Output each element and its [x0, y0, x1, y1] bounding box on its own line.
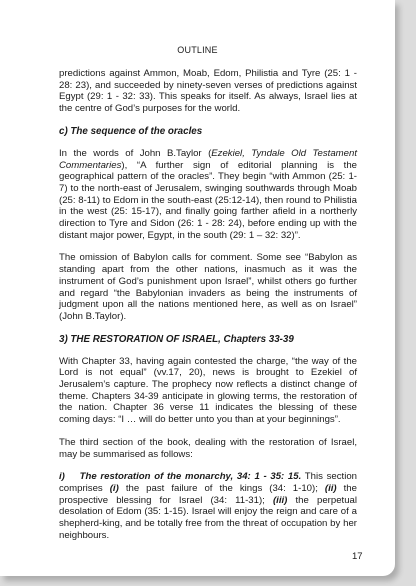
page-number: 17: [352, 551, 363, 562]
item-text-2: the past failure of the kings (34: 1-10);: [118, 482, 325, 494]
item-text-3: the prospective blessing for Israel (34: 11-31);: [59, 482, 357, 506]
item-title: The restoration of the monarchy, 34: 1 - 35: 15.: [79, 471, 302, 483]
marker-ii: (ii): [324, 482, 337, 494]
running-head: OUTLINE: [177, 45, 218, 55]
paragraph-intro: predictions against Ammon, Moab, Edom, Philistia and Tyre (25: 1 - 28: 23), and succeeded by ninety-seven verses of predictions against Egypt (29: 1 - 32: 33). This speaks for itself. As always, Israel lies at the centre of God’s purposes for the world.: [59, 68, 357, 115]
marker-iii: (iii): [272, 494, 288, 506]
paragraph-summary: The third section of the book, dealing with the restoration of Israel, may be summarised as follows:: [59, 436, 357, 460]
section-heading-sequence: c) The sequence of the oracles: [59, 125, 203, 137]
page-body: [59, 68, 357, 553]
taylor-quote-text: ), “A further sign of editorial planning is the geographical pattern of the oracles”. They begin “with Ammon (25: 1-7) to the north-east of Jerusalem, swinging southwards through Moab (25: 8-11) to Edom in the south-east (25:12-14), then round to Philistia in the west (25: 15-17), and finally going farther afield in a northerly direction to Tyre and Sidon (26: 1 - 28: 24), before ending up with the distant major power, Egypt, in the south (29: 1 – 32: 32)”.: [59, 159, 357, 241]
source-title: Ezekiel, Tyndale Old Testament Commentaries: [59, 147, 357, 171]
paragraph-chapter-33: With Chapter 33, having again contested the charge, “the way of the Lord is not equal” (vv.17, 20), news is brought to Ezekiel of Jerusalem’s capture. The prophecy now reflects a distinct change of theme. Chapters 34-39 anticipate in glowing terms, the restoration of the nation. Chapter 36 verse 11 indicates the blessing of these coming days: “I … will do better unto you than at your beginnings”.: [59, 355, 357, 426]
paragraph-monarchy: [59, 471, 357, 541]
marker-i: (i): [109, 482, 119, 494]
paragraph-babylon: The omission of Babylon calls for comment. Some see “Babylon as standing apart from the other nations, inasmuch as it was the instrument of God’s punishment upon Israel”, whilst others go further and regard “the Babylonian invaders as being the instruments of judgment upon all the nations mentioned here, as well as on Israel” (John B.Taylor).: [59, 252, 357, 322]
item-text-1: This section comprises: [59, 471, 357, 494]
taylor-intro-text: In the words of John B.Taylor (: [59, 147, 212, 159]
item-text-4: the perpetual desolation of Edom (35: 1-15). Israel will enjoy the reign and care of a shepherd-king, and be totally free from the threat of occupation by her neighbours.: [59, 494, 357, 541]
item-label: i): [59, 471, 65, 483]
paragraph-taylor-quote: [59, 148, 357, 242]
section-heading-restoration: 3) THE RESTORATION OF ISRAEL, Chapters 33-39: [59, 333, 294, 345]
